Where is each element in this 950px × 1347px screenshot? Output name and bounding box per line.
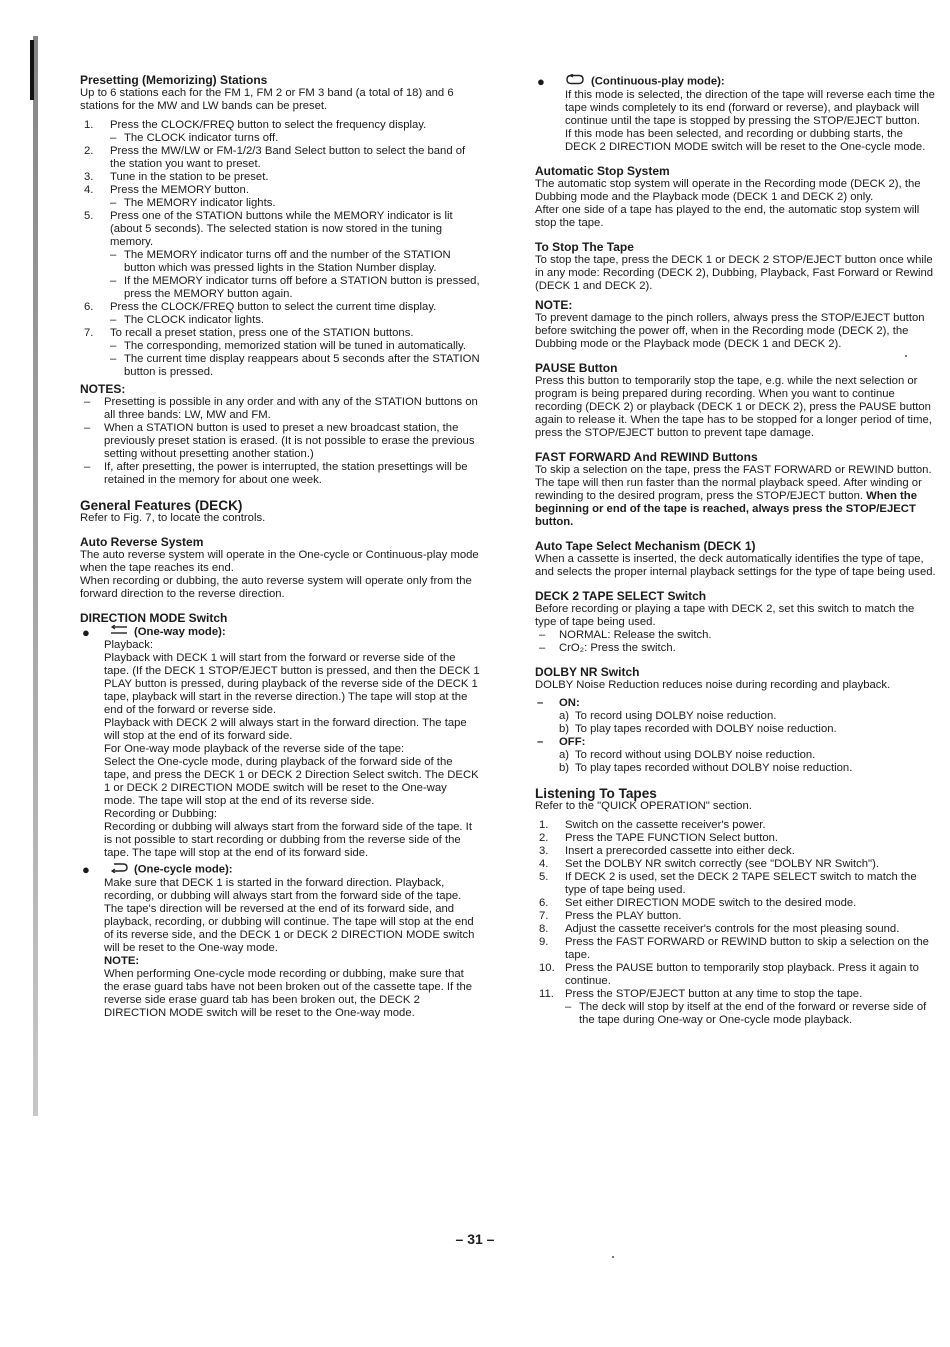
- one-way-line: Recording or dubbing will always start from the forward side of the tape. It is not possible to start recording or dubbing from the reverse side of the tape. The tape will stop at the end of its forward side.: [104, 821, 472, 859]
- step-sub-text: The corresponding, memorized station will be tuned in automatically.: [124, 340, 467, 352]
- one-cycle-note-text: When performing One-cycle mode recording or dubbing, make sure that the erase guard tabs have not been broken out of the cassette tape. If the reverse side erase guard tab has been broken out, the DECK 2 DIRECTION MODE switch will be reset to the One-way mode.: [104, 968, 473, 1019]
- step-text: Set the DOLBY NR switch correctly (see "DOLBY NR Switch").: [565, 858, 879, 870]
- step-sub-item: [110, 197, 480, 210]
- step-item: [80, 145, 480, 171]
- ff-rewind-heading: FAST FORWARD And REWIND Buttons: [535, 450, 758, 464]
- step-text: Tune in the station to be preset.: [110, 171, 269, 183]
- dolby-sub-item: [535, 749, 937, 762]
- step-item: [535, 858, 937, 871]
- dolby-sub-letter: a): [559, 710, 570, 722]
- one-cycle-icon: [110, 862, 128, 877]
- step-number: 5.: [84, 210, 94, 222]
- direction-mode-heading: DIRECTION MODE Switch: [80, 611, 228, 625]
- step-text: To recall a preset station, press one of the STATION buttons.: [110, 327, 414, 339]
- step-sub-text: If the MEMORY indicator turns off before a STATION button is pressed, press the MEMORY button again.: [124, 275, 480, 300]
- one-cycle-mode: [80, 862, 480, 877]
- listening-heading: Listening To Tapes: [535, 786, 657, 801]
- step-item: [535, 845, 937, 858]
- dash-mark: –: [110, 249, 117, 261]
- pause-text: Press this button to temporarily stop the tape, e.g. while the next selection or program is being prepared during recording. When you want to continue recording (DECK 2) or playback (DECK 1 or DECK 2), press the PAUSE button again to release it. When the tape has to be stopped for a longer period of time, press the STOP/EJECT button to prevent tape damage.: [535, 375, 932, 439]
- step-text: Press the CLOCK/FREQ button to select the frequency display.: [110, 119, 427, 131]
- deck2-select-normal: NORMAL: Release the switch.: [559, 629, 712, 641]
- dash-mark: –: [110, 340, 117, 352]
- note-item: [80, 461, 480, 487]
- step-item: [80, 184, 480, 210]
- pause-heading: PAUSE Button: [535, 361, 618, 375]
- auto-reverse-text: When recording or dubbing, the auto reverse system will operate only from the forward direction to the reverse direction.: [80, 575, 472, 600]
- auto-stop-text: After one side of a tape has played to the end, the automatic stop system will stop the tape.: [535, 204, 920, 229]
- step-item: [80, 210, 480, 301]
- one-way-description: [80, 639, 480, 860]
- right-column: [535, 74, 937, 1027]
- dolby-on-list: [535, 710, 937, 736]
- scan-edge: [33, 36, 38, 1116]
- one-way-label: (One-way mode):: [134, 625, 226, 638]
- step-sub-item: [110, 314, 480, 327]
- step-sub-item: [110, 353, 480, 379]
- step-text: Press the PLAY button.: [565, 910, 682, 922]
- step-number: 1.: [539, 819, 549, 831]
- step-item: [535, 897, 937, 910]
- step-item: [80, 119, 480, 145]
- notes-list: [80, 396, 480, 487]
- step-number: 5.: [539, 871, 549, 883]
- dolby-off-list: [535, 749, 937, 775]
- deck2-select-text: Before recording or playing a tape with DECK 2, set this switch to match the type of tape being used.: [535, 603, 915, 628]
- step-text: If DECK 2 is used, set the DECK 2 TAPE SELECT switch to match the type of tape being used.: [565, 871, 917, 896]
- step-sub-text: The CLOCK indicator turns off.: [124, 132, 279, 144]
- dolby-text: DOLBY Noise Reduction reduces noise during recording and playback.: [535, 679, 891, 691]
- ff-rewind-body: To skip a selection on the tape, press the FAST FORWARD or REWIND button. The tape will then run faster than the normal playback speed. After winding or rewinding to the desired program, press the STOP/EJECT button.: [535, 464, 932, 502]
- step-text: Adjust the cassette receiver's controls for the most pleasing sound.: [565, 923, 900, 935]
- dash-mark: –: [110, 275, 117, 287]
- step-number: 11.: [539, 988, 554, 1000]
- note-item: [80, 396, 480, 422]
- continuous-play-mode: [535, 74, 937, 89]
- ff-rewind-bold: When the beginning or end of the tape is reached, always press the STOP/EJECT button.: [535, 490, 917, 528]
- dolby-sub-letter: b): [559, 762, 570, 774]
- continuous-play-icon: [565, 74, 585, 89]
- dolby-on: – ON:: [537, 697, 580, 709]
- dolby-off-label: OFF:: [559, 736, 586, 748]
- listening-intro: Refer to the "QUICK OPERATION" section.: [535, 800, 752, 812]
- dolby-sub-item: [535, 710, 937, 723]
- dash-mark: –: [110, 197, 117, 209]
- one-way-line: For One-way mode playback of the reverse side of the tape:: [104, 743, 405, 755]
- page-number: – 31 –: [455, 1231, 495, 1247]
- scan-edge-mark: [30, 40, 34, 100]
- general-features-text: Refer to Fig. 7, to locate the controls.: [80, 512, 266, 524]
- dolby-heading: DOLBY NR Switch: [535, 665, 640, 679]
- bullet-icon: ●: [82, 625, 90, 640]
- dolby-sub-text: To play tapes recorded with DOLBY noise reduction.: [575, 723, 837, 735]
- step-text: Press the TAPE FUNCTION Select button.: [565, 832, 779, 844]
- stop-tape-note-text: To prevent damage to the pinch rollers, always press the STOP/EJECT button before switching the power off, when in the Recording mode (DECK 2), the Dubbing mode or the Playback mode (DECK 1 and DECK 2).: [535, 312, 925, 350]
- dash-mark: –: [110, 132, 117, 144]
- general-features-heading: General Features (DECK): [80, 498, 243, 513]
- bullet-icon: ●: [537, 74, 545, 89]
- one-cycle-note-heading: NOTE:: [104, 955, 140, 967]
- step-text: Press the STOP/EJECT button at any time to stop the tape.: [565, 988, 863, 1000]
- one-way-icon: [110, 625, 128, 639]
- step-number: 9.: [539, 936, 549, 948]
- step-number: 4.: [539, 858, 549, 870]
- auto-tape-select-heading: Auto Tape Select Mechanism (DECK 1): [535, 539, 756, 553]
- bullet-icon: ●: [82, 862, 90, 877]
- step-number: 4.: [84, 184, 94, 196]
- dolby-sub-text: To record using DOLBY noise reduction.: [575, 710, 777, 722]
- continuous-play-text: If this mode is selected, the direction of the tape will reverse each time the tape winds completely to its end (forward or reverse), and playback will continue until the tape is stopped by pressing the STOP/EJECT button.: [565, 89, 935, 127]
- dolby-sub-item: [535, 723, 937, 736]
- one-way-line: Recording or Dubbing:: [104, 808, 218, 820]
- auto-reverse-text: The auto reverse system will operate in the One-cycle or Continuous-play mode when the tape reaches its end.: [80, 549, 479, 574]
- dolby-sub-text: To record without using DOLBY noise reduction.: [575, 749, 816, 761]
- step-item: [535, 988, 937, 1027]
- listening-steps: [535, 819, 937, 1027]
- dash-mark: –: [565, 1001, 572, 1013]
- one-way-line: Playback:: [104, 639, 153, 651]
- step-sub-text: The MEMORY indicator lights.: [124, 197, 276, 209]
- stop-tape-heading: To Stop The Tape: [535, 240, 634, 254]
- step-number: 3.: [84, 171, 94, 183]
- stop-tape-note-heading: NOTE:: [535, 298, 573, 312]
- step-item: [535, 962, 937, 988]
- step-text: Press the MEMORY button.: [110, 184, 249, 196]
- dash-mark: –: [84, 396, 91, 408]
- step-number: 10.: [539, 962, 555, 974]
- dolby-sub-letter: b): [559, 723, 570, 735]
- step-text: Insert a prerecorded cassette into either deck.: [565, 845, 795, 857]
- step-number: 3.: [539, 845, 549, 857]
- step-number: 1.: [84, 119, 94, 131]
- step-item: [535, 923, 937, 936]
- auto-reverse-heading: Auto Reverse System: [80, 535, 204, 549]
- dolby-sub-text: To play tapes recorded without DOLBY noise reduction.: [575, 762, 853, 774]
- dash-mark: –: [84, 461, 91, 473]
- step-text: Press the PAUSE button to temporarily stop playback. Press it again to continue.: [565, 962, 919, 987]
- deck2-select-item: – NORMAL: Release the switch.: [539, 629, 712, 641]
- step-number: 8.: [539, 923, 549, 935]
- continuous-play-description: [535, 89, 937, 154]
- step-item: [535, 936, 937, 962]
- one-way-line: Playback with DECK 2 will always start in the forward direction. The tape will stop at the end of its forward side.: [104, 717, 467, 742]
- step-number: 7.: [539, 910, 549, 922]
- one-way-mode: [80, 625, 480, 639]
- step-text: Set either DIRECTION MODE switch to the desired mode.: [565, 897, 857, 909]
- dolby-sub-item: [535, 762, 937, 775]
- step-sub-item: [110, 340, 480, 353]
- step-number: 2.: [539, 832, 549, 844]
- one-cycle-text: Make sure that DECK 1 is started in the forward direction. Playback, recording, or dubbing will always start from the forward side of the tape. The tape's direction will be reversed at the end of its forward side, and playback, recording, or dubbing will continue. The tape will stop at the end of its reverse side, and the DECK 1 or DECK 2 DIRECTION MODE switch will be reset to the One-way mode.: [104, 877, 475, 954]
- notes-heading: NOTES:: [80, 382, 126, 396]
- note-text: If, after presetting, the power is interrupted, the station presettings will be retained in the memory for about one week.: [104, 461, 468, 486]
- step-sub-text: The MEMORY indicator turns off and the number of the STATION button which was pressed lights in the Station Number display.: [124, 249, 451, 274]
- step-text: Press the CLOCK/FREQ button to select the current time display.: [110, 301, 437, 313]
- step-item: [80, 327, 480, 379]
- step-sub-text: The deck will stop by itself at the end of the forward or reverse side of the tape during One-way or One-cycle mode playback.: [579, 1001, 927, 1026]
- step-number: 6.: [84, 301, 94, 313]
- presetting-intro: Up to 6 stations each for the FM 1, FM 2 or FM 3 band (a total of 18) and 6 stations for the MW and LW bands can be preset.: [80, 87, 454, 112]
- step-number: 7.: [84, 327, 94, 339]
- step-item: [80, 301, 480, 327]
- stop-tape-text: To stop the tape, press the DECK 1 or DECK 2 STOP/EJECT button once while in any mode: Recording (DECK 2), Dubbing, Playback, Fast Forward or Rewind (DECK 1 and DECK 2).: [535, 254, 934, 292]
- ff-rewind-text: [535, 464, 937, 529]
- auto-stop-text: The automatic stop system will operate in the Recording mode (DECK 2), the Dubbing mode and the Playback mode (DECK 1 and DECK 2) only.: [535, 178, 921, 203]
- step-sub-item: [565, 1001, 937, 1027]
- one-cycle-description: [80, 877, 480, 1020]
- step-item: [535, 819, 937, 832]
- step-text: Press one of the STATION buttons while the MEMORY indicator is lit (about 5 seconds). The selected station is now stored in the tuning memory.: [110, 210, 453, 248]
- step-item: [535, 910, 937, 923]
- step-text: Press the MW/LW or FM-1/2/3 Band Select button to select the band of the station you want to preset.: [110, 145, 466, 170]
- deck2-select-heading: DECK 2 TAPE SELECT Switch: [535, 589, 707, 603]
- step-number: 6.: [539, 897, 549, 909]
- step-sub-item: [110, 275, 480, 301]
- presetting-steps: [80, 119, 480, 379]
- step-sub-item: [110, 132, 480, 145]
- dolby-on-label: ON:: [559, 697, 580, 709]
- auto-stop-heading: Automatic Stop System: [535, 164, 670, 178]
- left-column: [80, 74, 480, 1020]
- step-sub-item: [110, 249, 480, 275]
- note-text: When a STATION button is used to preset a new broadcast station, the previously preset station is erased. (It is not possible to erase the previous setting without presetting another station.): [104, 422, 475, 460]
- step-text: Switch on the cassette receiver's power.: [565, 819, 766, 831]
- continuous-play-label: (Continuous-play mode):: [591, 75, 725, 88]
- dash-mark: –: [110, 353, 117, 365]
- deck2-select-item: – CrO₂: Press the switch.: [539, 642, 676, 654]
- dolby-off: – OFF:: [537, 736, 586, 748]
- dash-mark: –: [84, 422, 91, 434]
- step-number: 2.: [84, 145, 94, 157]
- continuous-play-text: If this mode has been selected, and recording or dubbing starts, the DECK 2 DIRECTION MODE switch will be reset to the One-cycle mode.: [565, 128, 926, 153]
- step-item: [535, 832, 937, 845]
- dolby-sub-letter: a): [559, 749, 570, 761]
- step-item: [535, 871, 937, 897]
- dash-mark: –: [110, 314, 117, 326]
- one-way-line: Select the One-cycle mode, during playback of the forward side of the tape, and press the DECK 1 or DECK 2 Direction Select switch. The DECK 1 or DECK 2 DIRECTION MODE switch will be reset to the One-way mode. The tape will stop at the end of its reverse side.: [104, 756, 479, 807]
- scan-speck: [612, 1256, 614, 1258]
- one-cycle-label: (One-cycle mode):: [134, 863, 233, 876]
- one-way-line: Playback with DECK 1 will start from the forward or reverse side of the tape. (If the DECK 1 STOP/EJECT button is pressed, and then the DECK 1 PLAY button is pressed, during playback of the reverse side of the DECK 1 tape, playback will start in the reverse direction.) The tape will stop at the end of the forward or reverse side.: [104, 652, 480, 716]
- auto-tape-select-text: When a cassette is inserted, the deck automatically identifies the type of tape, and selects the proper internal playback settings for the type of tape being used.: [535, 553, 936, 578]
- deck2-select-cro2: CrO₂: Press the switch.: [559, 642, 676, 654]
- step-item: [80, 171, 480, 184]
- note-item: [80, 422, 480, 461]
- step-sub-text: The current time display reappears about 5 seconds after the STATION button is pressed.: [124, 353, 480, 378]
- step-text: Press the FAST FORWARD or REWIND button to skip a selection on the tape.: [565, 936, 929, 961]
- step-sub-text: The CLOCK indicator lights.: [124, 314, 265, 326]
- note-text: Presetting is possible in any order and with any of the STATION buttons on all three bands: LW, MW and FM.: [104, 396, 478, 421]
- presetting-heading: Presetting (Memorizing) Stations: [80, 73, 268, 87]
